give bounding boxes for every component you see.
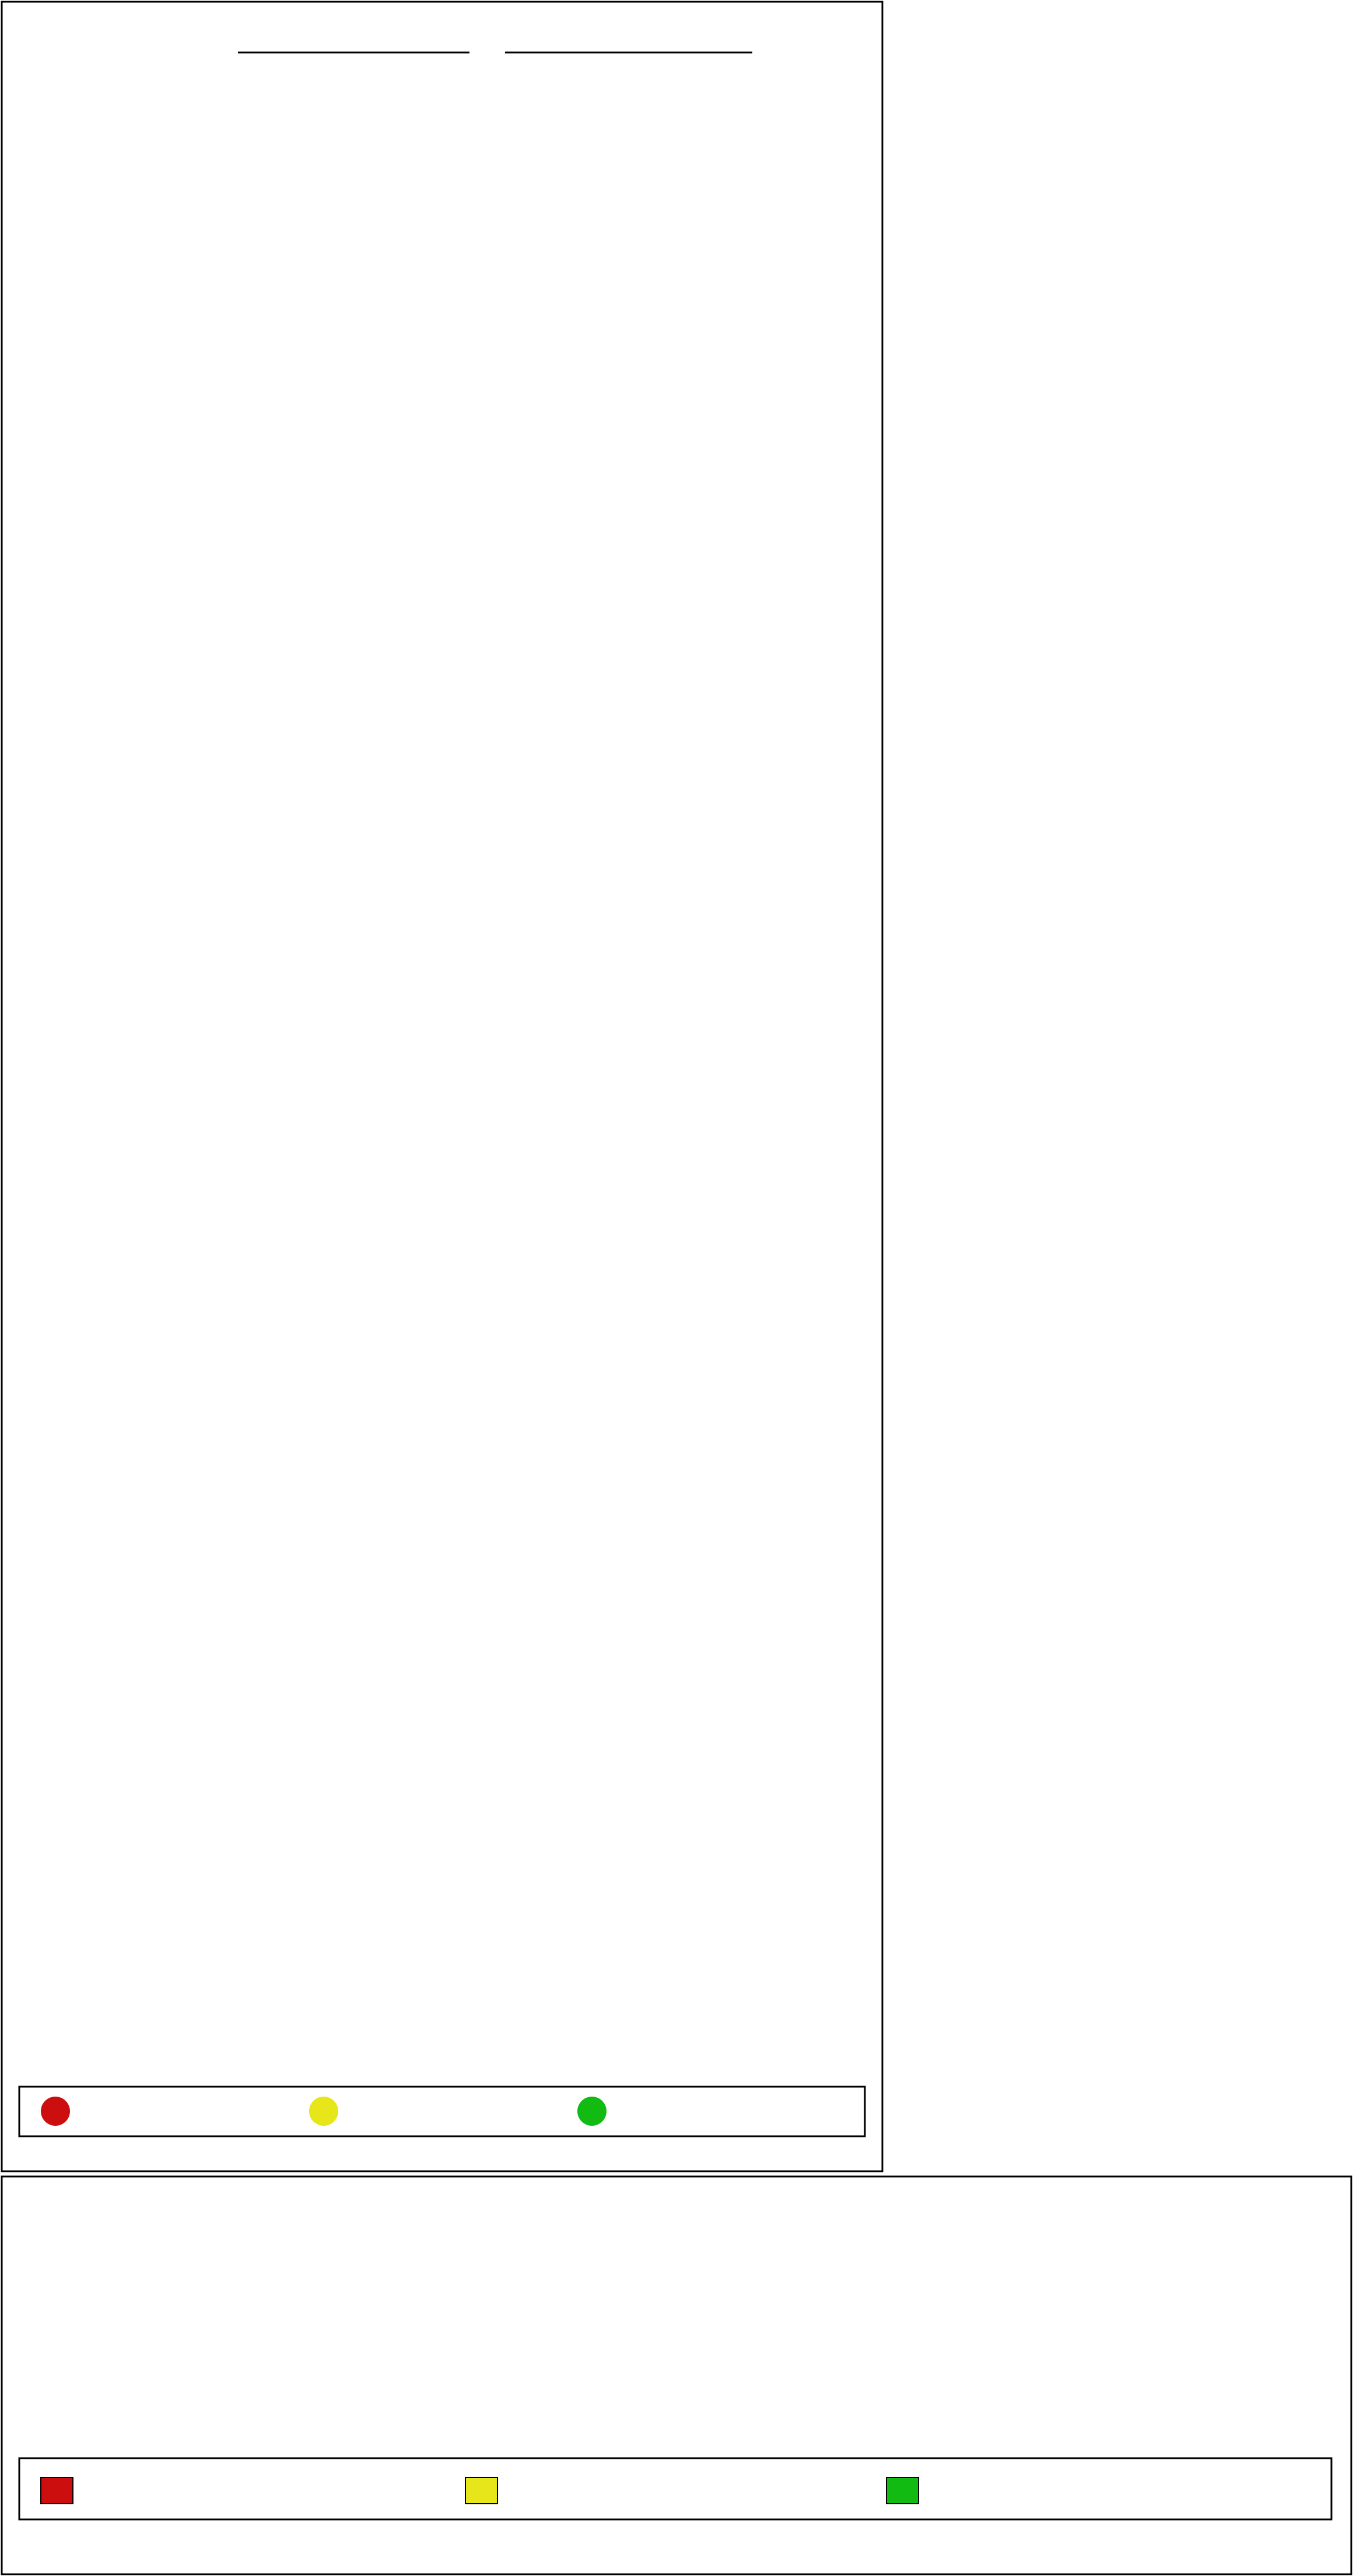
legend-a-unclear (309, 2097, 338, 2126)
legend-b-box (19, 2458, 1331, 2519)
legend-b-unclear-swatch (465, 2477, 497, 2504)
legend-b-unclear (465, 2477, 497, 2504)
legend-a-high (41, 2097, 70, 2126)
legend-b-high-swatch (41, 2477, 73, 2504)
legend-a-high-icon (41, 2097, 70, 2126)
legend-a-low-icon (577, 2097, 607, 2126)
legend-a-box (19, 2087, 865, 2136)
legend-a-unclear-icon (309, 2097, 338, 2126)
legend-a-low (577, 2097, 607, 2126)
panel-a-frame (2, 2, 882, 2171)
panel-b-frame (2, 2177, 1351, 2574)
legend-b-low (886, 2477, 919, 2504)
legend-b-low-swatch (886, 2477, 919, 2504)
legend-b-high (41, 2477, 73, 2504)
